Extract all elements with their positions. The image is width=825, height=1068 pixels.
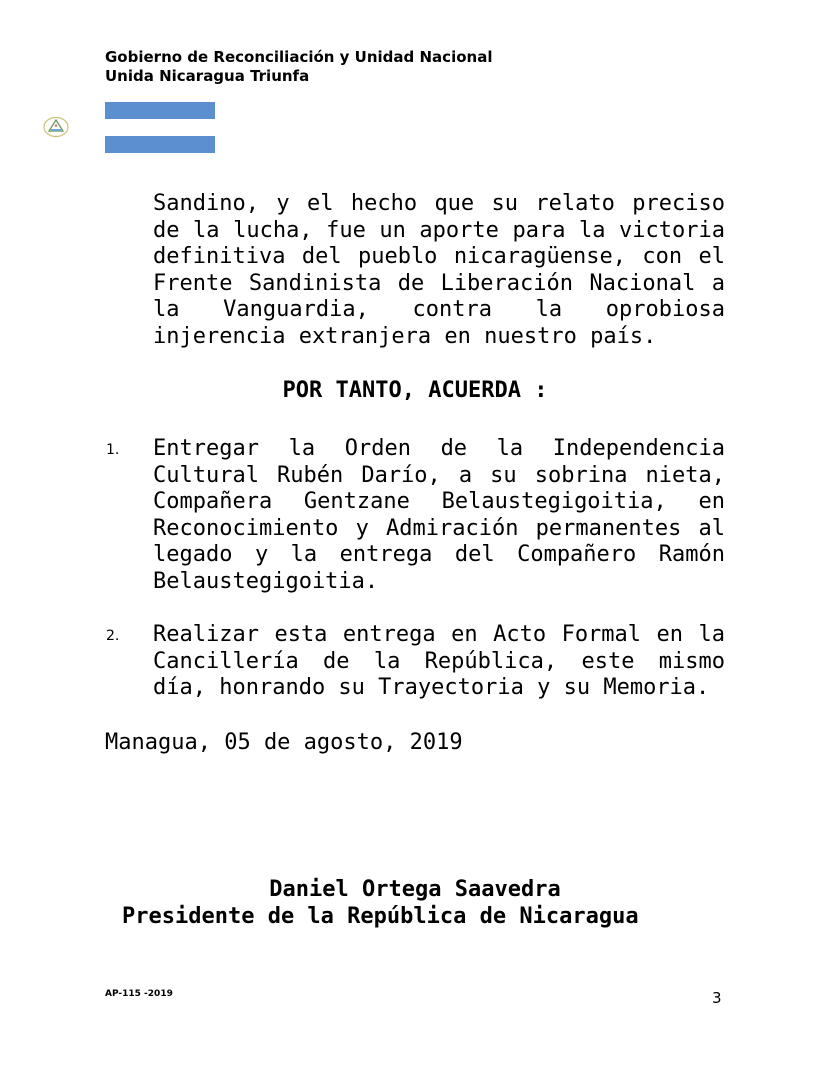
place-and-date: Managua, 05 de agosto, 2019 (105, 730, 463, 755)
signatory-title: Presidente de la República de Nicaragua (122, 904, 639, 929)
list-item-number: 1. (106, 442, 120, 458)
signatory-name: Daniel Ortega Saavedra (269, 877, 561, 902)
page-number: 3 (712, 989, 722, 1007)
document-code: AP-115 -2019 (105, 989, 173, 999)
resolution-heading: POR TANTO, ACUERDA : (282, 378, 548, 403)
header-slogan: Unida Nicaragua Triunfa (105, 67, 310, 85)
list-item-text: Realizar esta entrega en Acto Formal en la Cancillería de la República, este mismo día, honrando su Trayectoria y su Memoria. (153, 622, 725, 700)
list-item-text: Entregar la Orden de la Independencia Cultural Rubén Darío, a su sobrina nieta, Compañera Gentzane Belaustegigoitia, en Reconocimiento y Admiración permanentes al legado y la entrega del Compañero Ramón Belaustegigoitia. (153, 436, 725, 594)
coat-of-arms-icon (43, 116, 69, 138)
nicaragua-flag (105, 102, 215, 153)
header-government-name: Gobierno de Reconciliación y Unidad Nacional (105, 48, 493, 66)
list-item-number: 2. (106, 628, 120, 644)
intro-paragraph: Sandino, y el hecho que su relato preciso de la lucha, fue un aporte para la victoria definitiva del pueblo nicaragüense, con el Frente Sandinista de Liberación Nacional a la Vanguardia, contra la oprobiosa injerencia extranjera en nuestro país. (153, 191, 725, 349)
